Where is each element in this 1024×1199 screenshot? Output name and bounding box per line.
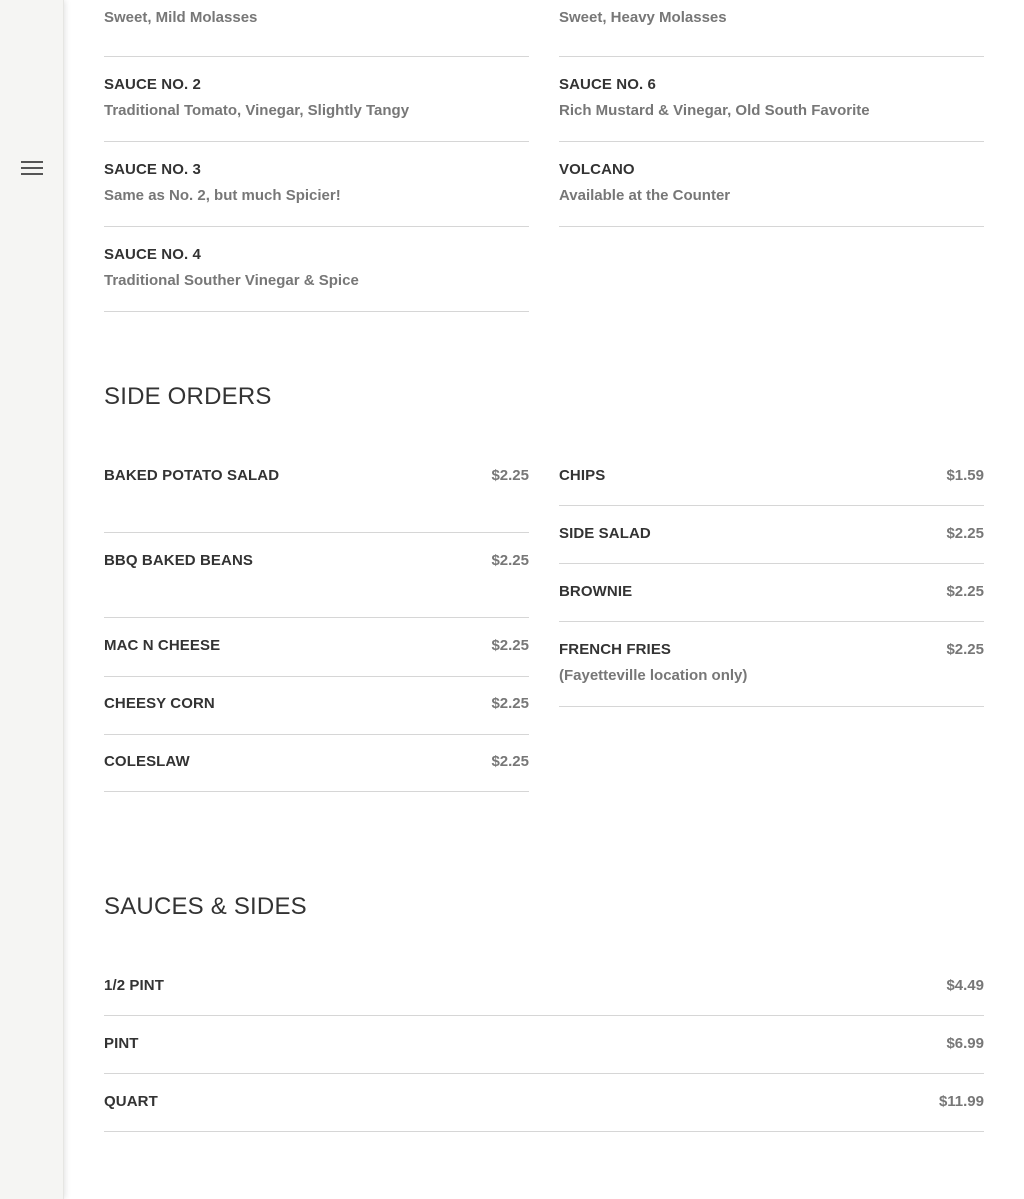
item-name: MAC N CHEESE [104, 637, 221, 654]
sauce-item [104, 161, 529, 227]
item-name: BBQ BAKED BEANS [104, 552, 254, 569]
item-description: Rich Mustard & Vinegar, Old South Favorite [559, 102, 870, 119]
sauce-item [559, 76, 984, 142]
hamburger-menu-icon[interactable] [21, 160, 43, 176]
sauce-item [104, 0, 529, 57]
item-price: $2.25 [946, 583, 984, 600]
item-price: $2.25 [946, 641, 984, 658]
item-name: COLESLAW [104, 753, 190, 770]
item-price: $6.99 [946, 1035, 984, 1052]
item-price: $2.25 [491, 637, 529, 654]
item-description: Same as No. 2, but much Spicier! [104, 187, 341, 204]
item-price: $11.99 [938, 1093, 984, 1110]
sauce-size-item [104, 977, 984, 1016]
side-order-item [559, 641, 984, 707]
side-order-item [104, 695, 529, 735]
item-name: QUART [104, 1093, 158, 1110]
sauce-item [559, 0, 984, 57]
item-price: $2.25 [491, 753, 529, 770]
item-name: PINT [104, 1035, 139, 1052]
item-name: SAUCE NO. 4 [104, 246, 201, 263]
item-name: BROWNIE [559, 583, 633, 600]
sauce-item [104, 76, 529, 142]
section-title-sauces-sides: SAUCES & SIDES [104, 893, 307, 920]
item-description: Available at the Counter [559, 187, 731, 204]
side-order-item [559, 525, 984, 564]
sidebar [0, 0, 64, 1199]
side-order-item [104, 753, 529, 792]
item-price: $2.25 [491, 467, 529, 484]
item-name: VOLCANO [559, 161, 635, 178]
section-title-side-orders: SIDE ORDERS [104, 383, 272, 410]
item-description: Sweet, Heavy Molasses [559, 9, 727, 26]
item-price: $4.49 [946, 977, 984, 994]
side-order-item [104, 552, 529, 618]
item-name: SAUCE NO. 6 [559, 76, 656, 93]
item-description: Traditional Tomato, Vinegar, Slightly Tangy [104, 102, 410, 119]
item-name: BAKED POTATO SALAD [104, 467, 280, 484]
sauce-size-item [104, 1093, 984, 1132]
item-price: $2.25 [491, 695, 529, 712]
item-price: $2.25 [946, 525, 984, 542]
item-name: FRENCH FRIES [559, 641, 672, 658]
side-order-item [104, 467, 529, 533]
side-order-item [559, 583, 984, 622]
item-description: (Fayetteville location only) [559, 667, 748, 684]
item-price: $2.25 [491, 552, 529, 569]
item-name: 1/2 PINT [104, 977, 164, 994]
item-name: SAUCE NO. 3 [104, 161, 201, 178]
sauce-size-item [104, 1035, 984, 1074]
item-name: SAUCE NO. 2 [104, 76, 201, 93]
item-name: CHEESY CORN [104, 695, 215, 712]
item-name: CHIPS [559, 467, 606, 484]
sauce-item [559, 161, 984, 227]
side-order-item [559, 467, 984, 506]
side-order-item [104, 637, 529, 677]
item-price: $1.59 [946, 467, 984, 484]
sauce-item [104, 246, 529, 312]
item-name: SIDE SALAD [559, 525, 651, 542]
item-description: Sweet, Mild Molasses [104, 9, 258, 26]
item-description: Traditional Souther Vinegar & Spice [104, 272, 359, 289]
